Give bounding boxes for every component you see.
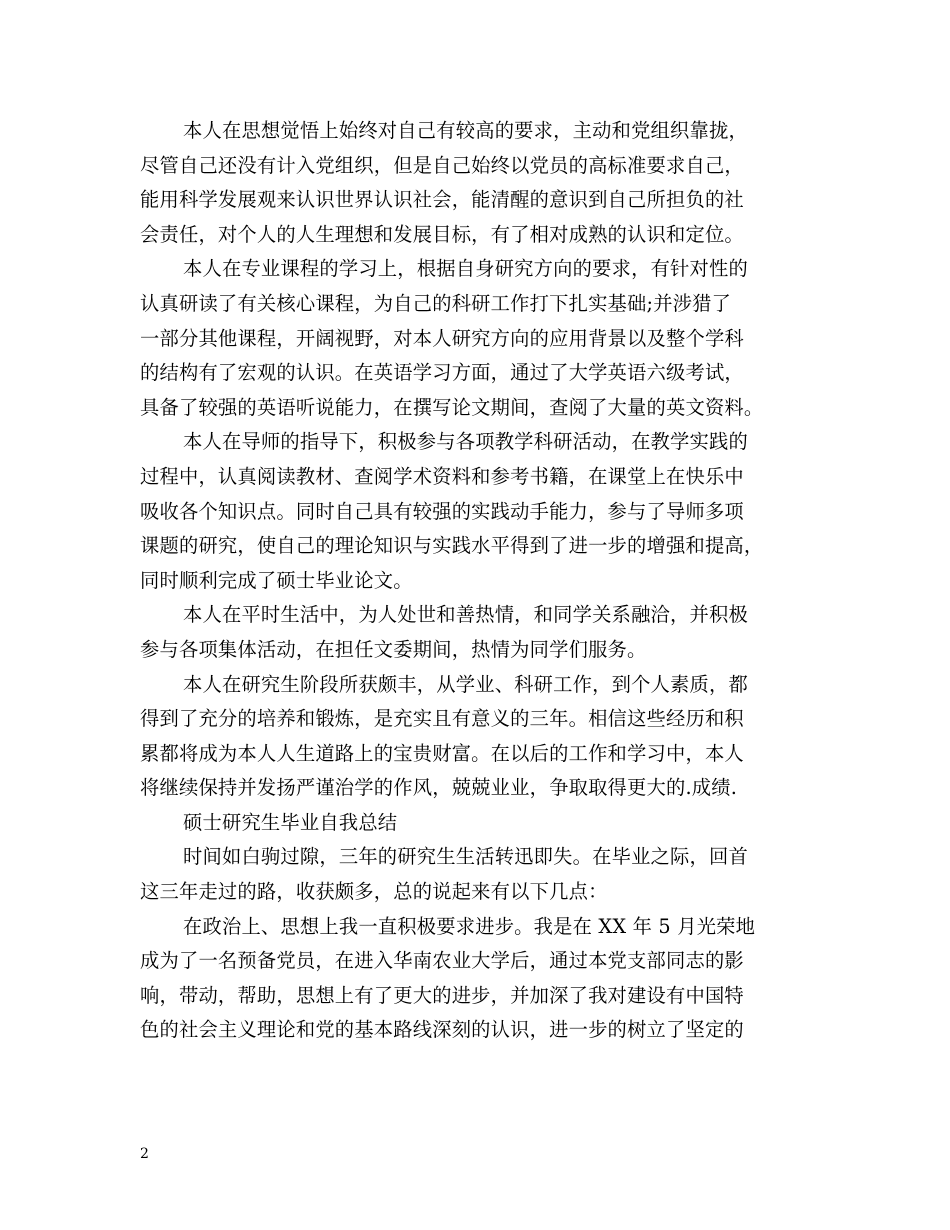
text-line: 吸收各个知识点。同时自己具有较强的实践动手能力，参与了导师多项: [140, 499, 744, 523]
text-line: 在政治上、思想上我一直积极要求进步。我是在 XX 年 5 月光荣地: [183, 914, 756, 938]
text-line: 过程中，认真阅读教材、查阅学术资料和参考书籍，在课堂上在快乐中: [140, 464, 744, 488]
text-line: 课题的研究，使自己的理论知识与实践水平得到了进一步的增强和提高，: [140, 534, 764, 558]
text-line: 同时顺利完成了硕士毕业论文。: [140, 568, 413, 592]
text-line: 本人在研究生阶段所获颇丰，从学业、科研工作，到个人素质，都: [183, 672, 748, 696]
text-line: 尽管自己还没有计入党组织，但是自己始终以党员的高标准要求自己，: [140, 153, 744, 177]
text-line: 本人在思想觉悟上始终对自己有较高的要求，主动和党组织靠拢，: [183, 119, 748, 142]
text-line: 本人在平时生活中，为人处世和善热情，和同学关系融洽，并积极: [183, 603, 748, 627]
text-line: 成为了一名预备党员，在进入华南农业大学后，通过本党支部同志的影: [140, 949, 744, 973]
text-line: 会责任，对个人的人生理想和发展目标，有了相对成熟的认识和定位。: [140, 222, 744, 246]
text-line: 累都将成为本人人生道路上的宝贵财富。在以后的工作和学习中，本人: [140, 741, 744, 765]
text-line: 具备了较强的英语听说能力，在撰写论文期间，查阅了大量的英文资料。: [140, 395, 764, 419]
page-number: 2: [140, 1146, 149, 1162]
document-body: [140, 114, 830, 1048]
text-line: 时间如白驹过隙，三年的研究生生活转迅即失。在毕业之际，回首: [183, 845, 748, 869]
text-line: 能用科学发展观来认识世界认识社会，能清醒的意识到自己所担负的社: [140, 188, 744, 212]
text-line: 响，带动，帮助，思想上有了更大的进步，并加深了我对建设有中国特: [140, 983, 744, 1007]
text-line: 将继续保持并发扬严谨治学的作风，兢兢业业，争取取得更大的.成绩.: [140, 776, 738, 800]
text-line: 这三年走过的路，收获颇多，总的说起来有以下几点：: [140, 880, 608, 904]
text-line: 色的社会主义理论和党的基本路线深刻的认识，进一步的树立了坚定的: [140, 1018, 744, 1042]
text-line: 硕士研究生毕业自我总结: [183, 810, 398, 834]
text-line: 的结构有了宏观的认识。在英语学习方面，通过了大学英语六级考试，: [140, 361, 744, 385]
text-line: 认真研读了有关核心课程，为自己的科研工作打下扎实基础;并涉猎了: [140, 291, 732, 315]
text-line: 本人在导师的指导下，积极参与各项教学科研活动，在教学实践的: [183, 430, 748, 454]
text-line: 得到了充分的培养和锻炼，是充实且有意义的三年。相信这些经历和积: [140, 707, 744, 731]
text-line: 参与各项集体活动，在担任文委期间，热情为同学们服务。: [140, 637, 647, 661]
text-line: 一部分其他课程，开阔视野，对本人研究方向的应用背景以及整个学科: [140, 326, 744, 350]
text-line: 本人在专业课程的学习上，根据自身研究方向的要求，有针对性的: [183, 257, 748, 281]
